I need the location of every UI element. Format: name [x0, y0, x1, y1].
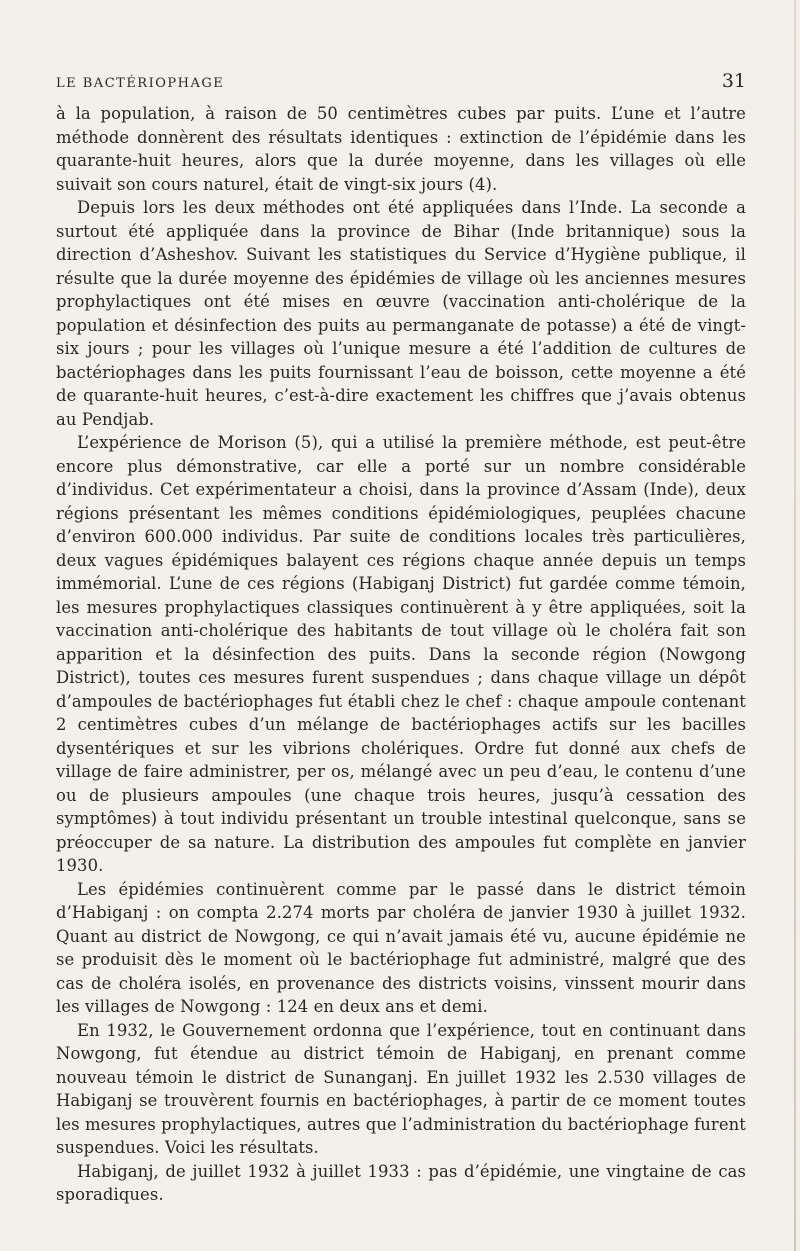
- paragraph-3: L’expérience de Morison (5), qui a utilisé la première méthode, est peut-être encore plus démonstrative, car elle a porté sur un nombre considérable d’individus. Cet expérimentateur a choisi, dans la province d’Assam (Inde), deux régions présentant les mêmes conditions épidémiologiques, peuplées chacune d’environ 600.000 individus. Par suite de conditions locales très particulières, deux vagues épidémiques balayent ces régions chaque année depuis un temps immémorial. L’une de ces régions (Habiganj District) fut gardée comme témoin, les mesures prophylactiques classiques continuèrent à y être appliquées, soit la vaccination anti-cholérique des habitants de tout village où le choléra fait son apparition et la désinfection des puits. Dans la seconde région (Nowgong District), toutes ces mesures furent suspendues ; dans chaque village un dépôt d’ampoules de bactériophages fut établi chez le chef : chaque ampoule contenant 2 centimètres cubes d’un mélange de bactériophages actifs sur les bacilles dysentériques et sur les vibrions cholériques. Ordre fut donné aux chefs de village de faire administrer, per os, mélangé avec un peu d’eau, le contenu d’une ou de plusieurs ampoules (une chaque trois heures, jusqu’à cessation des symptômes) à tout individu présentant un trouble intestinal quelconque, sans se préoccuper de sa nature. La distribution des ampoules fut complète en janvier 1930.: [56, 433, 746, 875]
- paragraph-5: En 1932, le Gouvernement ordonna que l’expérience, tout en continuant dans Nowgong, fut étendue au district témoin de Habiganj, en prenant comme nouveau témoin le district de Sunanganj. En juillet 1932 les 2.530 villages de Habiganj se trouvèrent fournis en bactériophages, à partir de ce moment toutes les mesures prophylactiques, autres que l’administration du bactériophage furent suspendues. Voici les résultats.: [56, 1020, 746, 1157]
- document-page: [56, 70, 746, 1207]
- paragraph-1: à la population, à raison de 50 centimètres cubes par puits. L’une et l’autre méthode donnèrent des résultats identiques : extinction de l’épidémie dans les quarante-huit heures, alors que la durée moyenne, dans les villages où elle suivait son cours naturel, était de vingt-six jours (4).: [56, 104, 746, 194]
- page-edge: [794, 0, 796, 1251]
- page-number: 31: [721, 70, 746, 92]
- paragraph-4: Les épidémies continuèrent comme par le passé dans le district témoin d’Habiganj : on compta 2.274 morts par choléra de janvier 1930 à juillet 1932. Quant au district de Nowgong, ce qui n’avait jamais été vu, aucune épidémie ne se produisit dès le moment où le bactériophage fut administré, malgré que des cas de choléra isolés, en provenance des districts voisins, vinssent mourir dans les villages de Nowgong : 124 en deux ans et demi.: [56, 879, 746, 1016]
- running-title: LE BACTÉRIOPHAGE: [56, 76, 225, 91]
- running-header: [56, 70, 746, 92]
- paragraph-2: Depuis lors les deux méthodes ont été appliquées dans l’Inde. La seconde a surtout été appliquée dans la province de Bihar (Inde britannique) sous la direction d’Asheshov. Suivant les statistiques du Service d’Hygiène publique, il résulte que la durée moyenne des épidémies de village où les anciennes mesures prophylactiques ont été mises en œuvre (vaccination anti-cholérique de la population et désinfection des puits au permanganate de potasse) a été de vingt-six jours ; pour les villages où l’unique mesure a été l’addition de cultures de bactériophages dans les puits fournissant l’eau de boisson, cette moyenne a été de quarante-huit heures, c’est-à-dire exactement les chiffres que j’avais obtenus au Pendjab.: [56, 198, 746, 429]
- body-text: [56, 102, 746, 1207]
- paragraph-6: Habiganj, de juillet 1932 à juillet 1933 : pas d’épidémie, une vingtaine de cas sporadiques.: [56, 1161, 746, 1204]
